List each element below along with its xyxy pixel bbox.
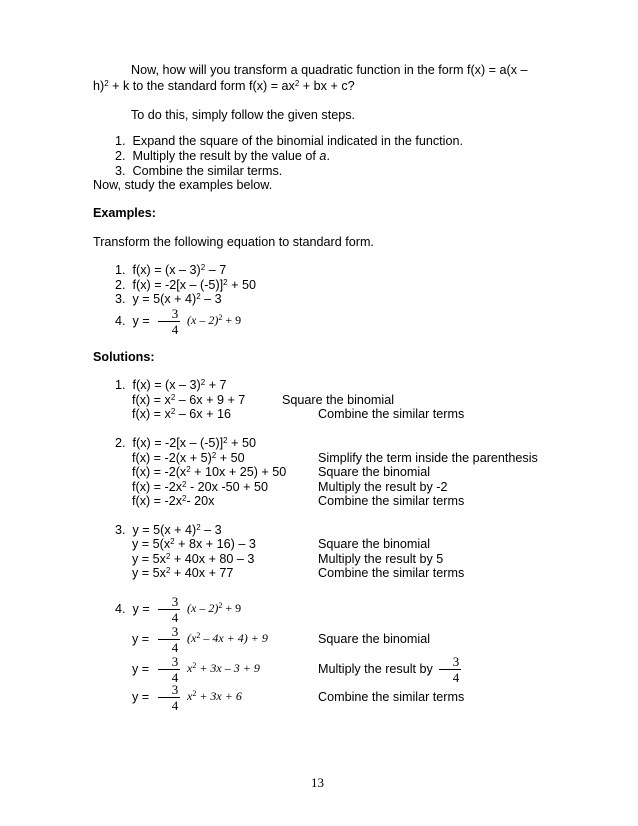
solutions-heading: Solutions: [93,350,155,364]
solution-2-note-5: Combine the similar terms [318,494,465,508]
solution-4-note-2: Square the binomial [318,632,431,646]
solution-4-line-2: y = [132,632,150,646]
solution-3-line-1: 3. $y = 5(x + 4)^2 - 3$ [115,523,222,537]
solution-3-note-3: Multiply the result by 5 [318,552,444,566]
solution-3-line-3: $y = 5x^2 + 40x + 80 - 3$ [132,552,255,566]
solution-2-note-2: Simplify the term inside the parenthesis [318,451,538,465]
solution-4-expression-1: (x – 2)$^2$ + 9 [187,601,242,615]
intro-line-3: To do this, simply follow the given steps. [131,108,355,122]
minus-sign [158,697,170,698]
example-2: 2. f(x) = -2[x – (-5)]$^2$ + 50 [115,278,256,292]
intro-line-2: h)$^2$ + k to the standard form $f(x) = ax^2$ + bx + c? [93,79,355,93]
solution-1-note-2: Square the binomial [282,393,395,407]
solution-3-note-4: Combine the similar terms [318,566,465,580]
step-1: 1. Expand the square of the binomial indicated in the function. [115,134,463,148]
solution-4-note-3: Multiply the result by [318,662,433,676]
solution-4-line-3: y = [132,662,150,676]
solution-4-expression-3: $x^2 + 3x - 3 + 9$ [187,661,260,675]
step-2: 2. Multiply the result by the value of a. [115,149,330,163]
example-3: 3. $y = 5(x + 4)^2 - 3$ [115,292,222,306]
minus-sign [439,669,451,670]
minus-sign [158,669,170,670]
transform-instruction: Transform the following equation to standard form. [93,235,374,249]
solution-2-line-2: $f(x) = -2(x + 5)^2 + 50$ [132,451,245,465]
solution-4-note-4: Combine the similar terms [318,690,465,704]
minus-sign [158,609,170,610]
solution-1-line-3: $f(x) = x^2 - 6x + 16$ [132,407,231,421]
solution-2-line-3: $f(x) = -2(x^2 + 10x + 25) + 50$ [132,465,287,479]
solution-3-line-4: $y = 5x^2 + 40x + 77$ [132,566,234,580]
solution-4-expression-4: $x^2 + 3x + 6$ [187,689,242,703]
solution-4-line-4: y = [132,690,150,704]
solution-1-line-2: $f(x) = x^2 - 6x + 9 + 7$ [132,393,246,407]
solution-2-note-4: Multiply the result by -2 [318,480,448,494]
solution-4-expression-2: $(x^2 - 4x + 4) + 9$ [187,631,268,645]
solution-2-line-5: $f(x) = -2x^2-$ 20x [132,494,215,508]
solution-2-line-1: 2. f(x) = -2[x – (-5)]$^2$ + 50 [115,436,256,450]
solution-4-line-1: 4. y = [115,602,150,616]
examples-heading: Examples: [93,206,156,220]
example-4: 4. y = [115,314,150,328]
solution-2-line-4: $f(x) = -2x^2 - 20x$ -50 + 50 [132,480,269,494]
solution-1-note-3: Combine the similar terms [318,407,465,421]
study-line: Now, study the examples below. [93,178,273,192]
page-number: 13 [311,775,324,790]
example-1: 1. f(x) = (x – 3)$^2$ – 7 [115,263,227,277]
step-3: 3. Combine the similar terms. [115,164,283,178]
example-4-expression: (x – 2)$^2$ + 9 [187,313,242,327]
minus-sign [158,321,170,322]
solution-1-line-1: 1. f(x) = (x – 3)$^2$ + 7 [115,378,227,392]
solution-3-note-2: Square the binomial [318,537,431,551]
solution-2-note-3: Square the binomial [318,465,431,479]
minus-sign [158,639,170,640]
solution-3-line-2: $y = 5(x^2 + 8x + 16) - 3$ [132,537,256,551]
intro-line-1: Now, how will you transform a quadratic function in the form f(x) = a(x – [131,63,528,77]
